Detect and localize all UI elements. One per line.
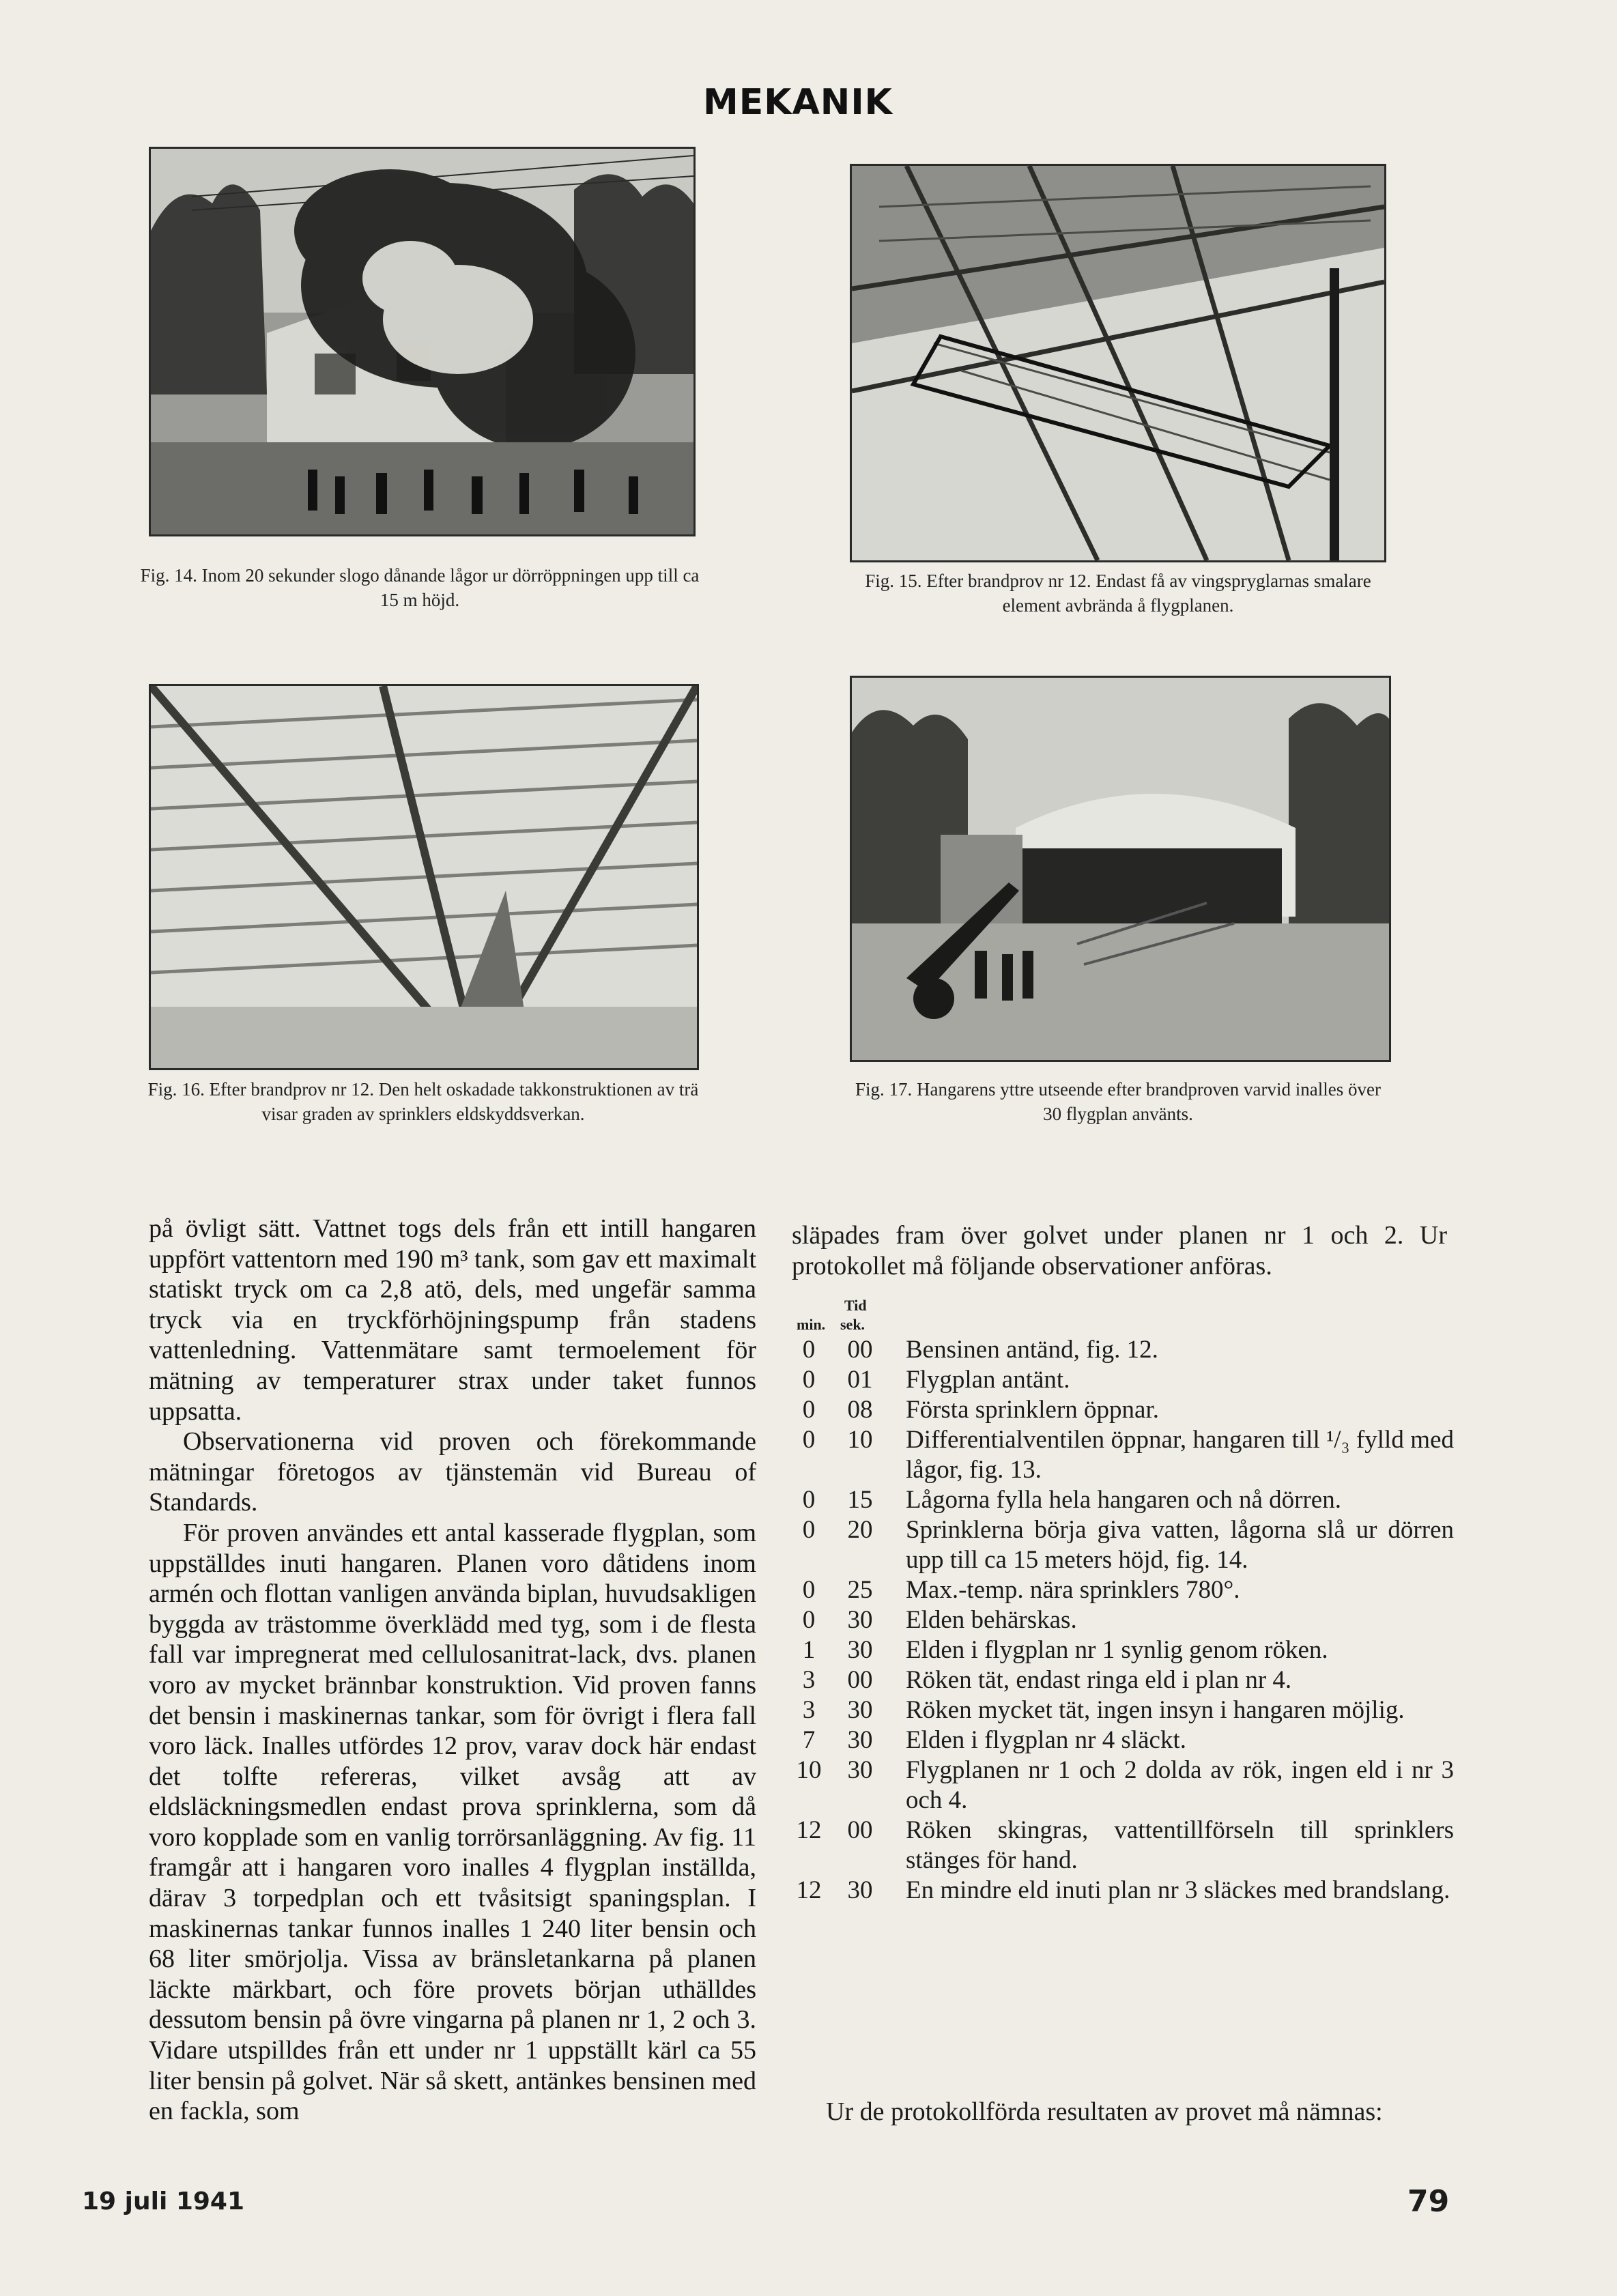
log-sek: 15 (847, 1486, 873, 1514)
caption-fig16: Fig. 16. Efter brandprov nr 12. Den helt oskadade takkonstruktionen av trä visar graden av sprinklers eldskyddsverkan. (147, 1079, 699, 1124)
log-text: Röken tät, endast ringa eld i plan nr 4. (906, 1666, 1292, 1694)
log-sek: 00 (847, 1666, 873, 1694)
log-text: En mindre eld inuti plan nr 3 släckes med brandslang. (906, 1876, 1450, 1904)
log-row (788, 1816, 1454, 1876)
log-min: 12 (796, 1816, 822, 1844)
log-min: 0 (802, 1516, 816, 1544)
log-min: 10 (796, 1756, 822, 1784)
log-row (788, 1725, 1454, 1755)
photo-fig15-truss (850, 164, 1386, 562)
log-text: Elden i flygplan nr 4 släckt. (906, 1726, 1187, 1754)
log-sek: 10 (847, 1426, 873, 1454)
log-sek: 30 (847, 1636, 873, 1664)
log-sek: 30 (847, 1756, 873, 1784)
log-header-tid: Tid (844, 1297, 867, 1314)
log-row (788, 1485, 1454, 1515)
log-text: Flygplan antänt. (906, 1366, 1070, 1394)
log-text: Differentialventilen öppnar, hangaren till ¹/₃ fylld med lågor, fig. 13. (906, 1426, 1454, 1484)
log-row (788, 1605, 1454, 1635)
log-min: 3 (802, 1666, 816, 1694)
log-sek: 08 (847, 1396, 873, 1424)
log-text: Röken mycket tät, ingen insyn i hangaren möjlig. (906, 1696, 1405, 1724)
paragraph: Observationerna vid proven och förekommande mätningar företogos av tjänstemän vid Bureau of Standards. (149, 1427, 756, 1517)
log-sek: 00 (847, 1336, 873, 1364)
log-text: Flygplanen nr 1 och 2 dolda av rök, ingen eld i nr 3 och 4. (906, 1756, 1454, 1814)
log-header (788, 1297, 1454, 1335)
log-min: 0 (802, 1396, 816, 1424)
log-min: 3 (802, 1696, 816, 1724)
log-header-sek: sek. (840, 1316, 865, 1333)
log-text: Elden behärskas. (906, 1606, 1077, 1634)
right-column-intro: släpades fram över golvet under planen nr 1 och 2. Ur protokollet må följande observationer anföras. (792, 1221, 1447, 1280)
log-sek: 30 (847, 1606, 873, 1634)
log-sek: 01 (847, 1366, 873, 1394)
log-row (788, 1695, 1454, 1725)
right-column-conclusion: Ur de protokollförda resultaten av provet må nämnas: (826, 2097, 1383, 2126)
log-row (788, 1425, 1454, 1485)
photo-fig14-fire (149, 147, 696, 536)
log-row (788, 1515, 1454, 1575)
photo-fig16-roof (149, 684, 699, 1070)
log-row (788, 1365, 1454, 1395)
log-text: Sprinklerna börja giva vatten, lågorna slå ur dörren upp till ca 15 meters höjd, fig. 14. (906, 1516, 1454, 1574)
log-header-min: min. (797, 1316, 826, 1333)
log-row (788, 1876, 1454, 1906)
observation-log (788, 1297, 1454, 1906)
paragraph: på övligt sätt. Vattnet togs dels från ett intill hangaren uppfört vattentorn med 190 m³ tank, som gav ett maximalt statiskt tryck om ca 2,8 atö, dels, med ungefär samma tryck via en tryckförhöjningspump från stadens vattenledning. Vattenmätare samt termoelement för mätning av temperaturer strax under taket funnos uppsatta. (149, 1214, 756, 1426)
log-min: 0 (802, 1366, 816, 1394)
log-min: 0 (802, 1336, 816, 1364)
paragraph: För proven användes ett antal kasserade flygplan, som uppställdes inuti hangaren. Planen voro dåtidens inom armén och flottan vanligen använda biplan, huvudsakligen byggda av trästomme överklädd med tyg, som i de flesta fall var impregnerat med cellulosanitrat-lack, dvs. planen voro av mycket brännbar konstruktion. Vid proven fanns det bensin i maskinernas tankar, som för övrigt i flera fall voro läck. Inalles utfördes 12 prov, varav dock här endast det tolfte refereras, vilket avsåg att av eldsläckningsmedlen endast prova sprinklerna, som då voro kopplade som en vanlig torrörsanläggning. Av fig. 11 framgår att i hangaren voro inalles 4 flygplan inställda, därav 3 torpedplan och ett tvåsitsigt spaningsplan. I maskinernas tankar funnos inalles 1 240 liter bensin och 68 liter smörjolja. Vissa av bränsletankarna på planen läckte märkbart, och före provets början uthälldes dessutom bensin på övre vingarna på planen nr 1, 2 och 3. Vidare utspilldes från ett under nr 1 uppställt kärl ca 55 liter bensin på golvet. När så skett, antänkes bensinen med en fackla, som (149, 1518, 756, 2126)
log-min: 0 (802, 1486, 816, 1514)
log-text: Första sprinklern öppnar. (906, 1396, 1159, 1424)
log-text: Röken skingras, vattentillförseln till sprinklers stänges för hand. (906, 1816, 1454, 1874)
log-sek: 30 (847, 1876, 873, 1904)
log-min: 1 (802, 1636, 816, 1664)
log-row (788, 1335, 1454, 1365)
log-sek: 20 (847, 1516, 873, 1544)
left-column-text (149, 1214, 756, 2127)
log-min: 0 (802, 1426, 816, 1454)
caption-fig17: Fig. 17. Hangarens yttre utseende efter brandproven varvid inalles över 30 flygplan använts. (855, 1079, 1381, 1124)
log-text: Lågorna fylla hela hangaren och nå dörren. (906, 1486, 1341, 1514)
log-row (788, 1665, 1454, 1695)
log-min: 0 (802, 1576, 816, 1604)
log-min: 12 (796, 1876, 822, 1904)
log-row (788, 1635, 1454, 1665)
log-sek: 00 (847, 1816, 873, 1844)
log-text: Elden i flygplan nr 1 synlig genom röken. (906, 1636, 1328, 1664)
log-row (788, 1755, 1454, 1816)
log-min: 0 (802, 1606, 816, 1634)
page-number: 79 (1407, 2184, 1450, 2219)
log-text: Max.-temp. nära sprinklers 780°. (906, 1576, 1240, 1604)
log-sek: 25 (847, 1576, 873, 1604)
log-sek: 30 (847, 1696, 873, 1724)
caption-fig14: Fig. 14. Inom 20 sekunder slogo dånande lågor ur dörröppningen upp till ca 15 m höjd. (140, 565, 700, 610)
log-row (788, 1575, 1454, 1605)
log-sek: 30 (847, 1726, 873, 1754)
log-text: Bensinen antänd, fig. 12. (906, 1336, 1158, 1364)
log-min: 7 (802, 1726, 816, 1754)
photo-fig17-hangar (850, 676, 1391, 1062)
footer-date: 19 juli 1941 (82, 2187, 245, 2215)
log-row (788, 1395, 1454, 1425)
section-title: MEKANIK (703, 82, 893, 123)
caption-fig15: Fig. 15. Efter brandprov nr 12. Endast få av vingspryglarnas smalare element avbrända å flygplanen. (865, 571, 1371, 616)
